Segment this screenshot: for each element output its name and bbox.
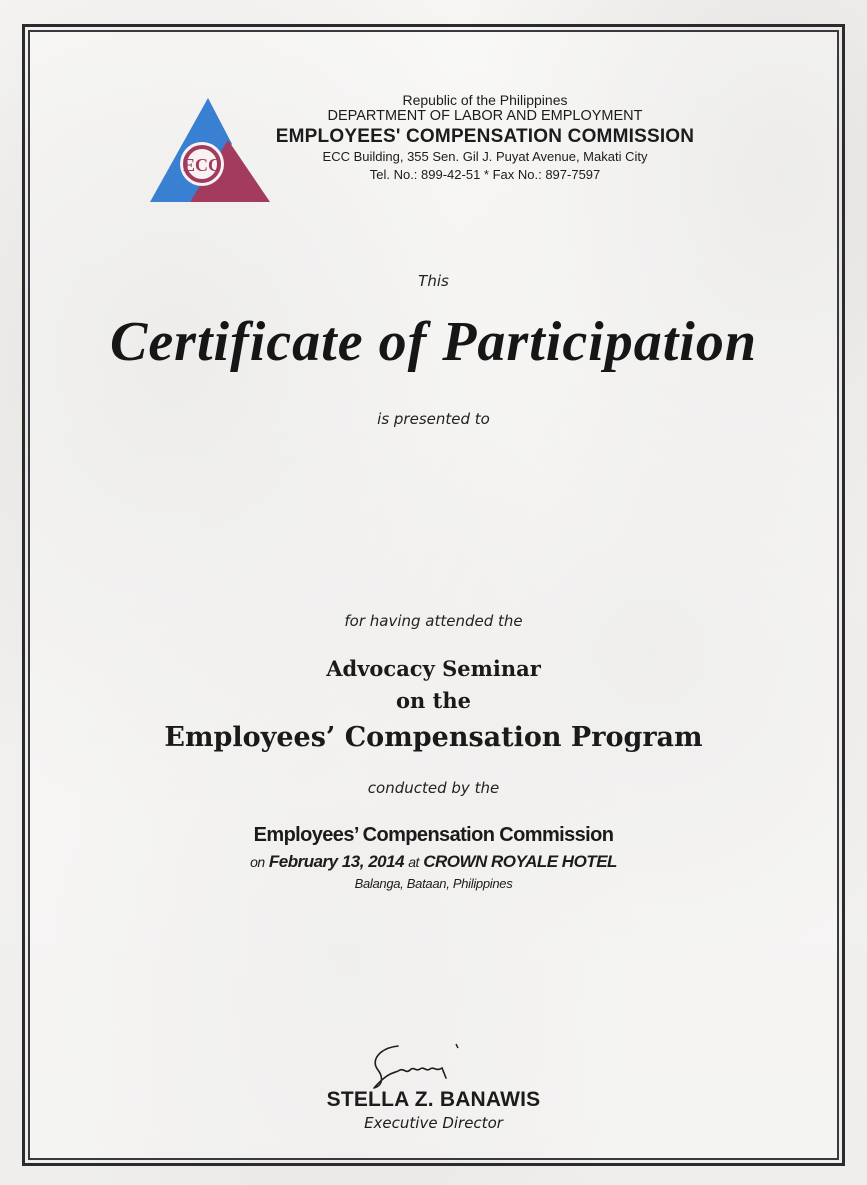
venue-prefix: at [408,854,419,870]
signatory-title: Executive Director [364,1114,503,1132]
presented-to: is presented to [377,410,490,428]
letterhead-country: Republic of the Philippines [402,92,568,108]
event-date-venue [0,852,867,872]
seminar-title-line2: on the [396,688,471,713]
event-date: February 13, 2014 [268,852,405,871]
signature-icon [360,1040,470,1090]
svg-text:ECC: ECC [182,155,222,175]
signatory-name: STELLA Z. BANAWIS [326,1088,541,1111]
letterhead-agency: EMPLOYEES' COMPENSATION COMMISSION [275,126,695,147]
conducted-by: conducted by the [367,779,500,797]
letterhead-contact: Tel. No.: 899-42-51 * Fax No.: 897-7597 [369,167,601,182]
event-location: Balanga, Bataan, Philippines [354,876,513,891]
seminar-title-line1: Advocacy Seminar [326,656,541,681]
letterhead-address: ECC Building, 355 Sen. Gil J. Puyat Avenue, Makati City [322,149,648,164]
intro-this: This [418,272,449,290]
event-venue: CROWN ROYALE HOTEL [423,852,617,871]
letterhead-department: DEPARTMENT OF LABOR AND EMPLOYMENT [327,108,643,124]
attended-text: for having attended the [344,612,523,630]
date-prefix: on [250,854,265,870]
seminar-title-line3: Employees’ Compensation Program [164,722,703,753]
certificate-title: Certificate of Participation [109,311,758,373]
organizer: Employees’ Compensation Commission [253,824,614,846]
